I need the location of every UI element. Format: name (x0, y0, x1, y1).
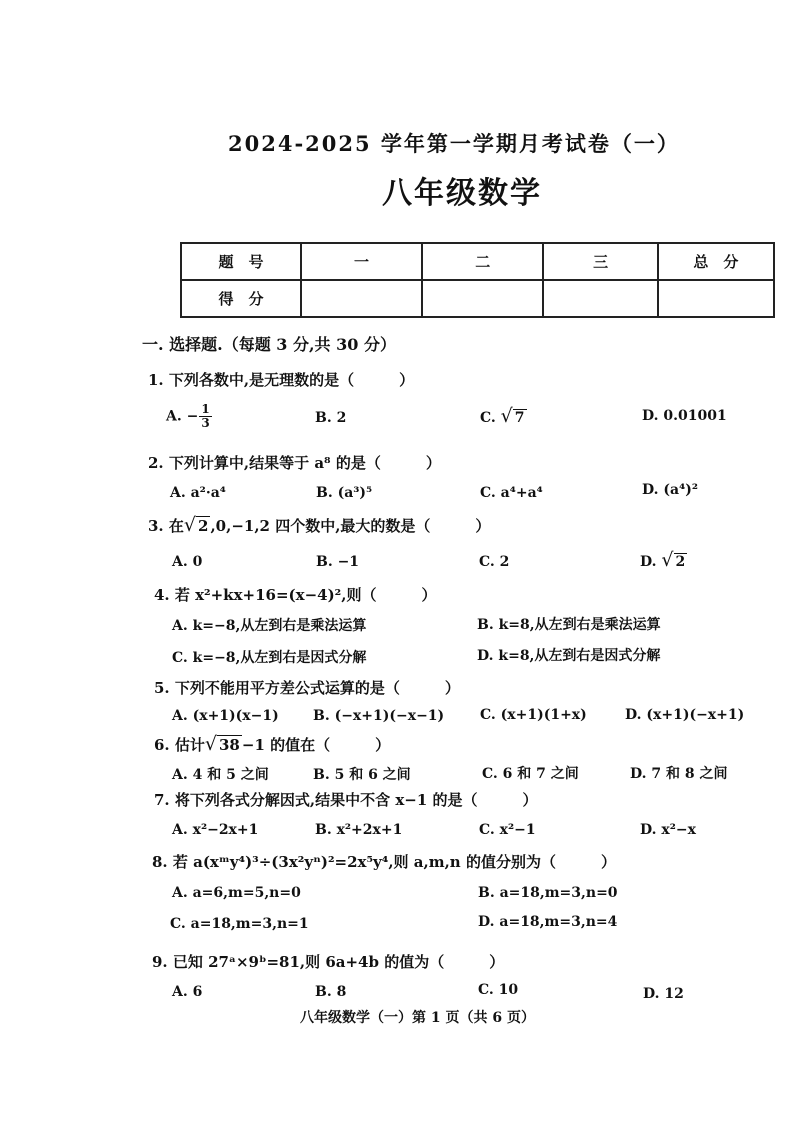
option-b[interactable]: B. k=8,从左到右是乘法运算 (477, 617, 661, 633)
stem-suffix: ,0,−1,2 四个数中,最大的数是（ ） (210, 517, 491, 535)
option-a[interactable]: A. x²−2x+1 (172, 822, 259, 838)
option-b[interactable]: B. 8 (315, 984, 347, 1000)
radicand: 2 (675, 554, 686, 570)
option-c[interactable]: C. (x+1)(1+x) (480, 707, 587, 723)
option-b[interactable]: B. 2 (315, 410, 347, 426)
question-stem: 8. 若 a(xᵐy⁴)³÷(3x²yⁿ)²=2x⁵y⁴,则 a,m,n 的值分别为（ ） (152, 853, 616, 871)
score-cell-total[interactable] (658, 280, 774, 317)
option-c[interactable]: C. 6 和 7 之间 (482, 766, 579, 782)
option-b[interactable]: B. 5 和 6 之间 (313, 767, 411, 783)
score-table-label-question-number: 题 号 (181, 243, 301, 280)
score-table-label-score: 得 分 (181, 280, 301, 317)
sqrt-icon: √ (183, 514, 196, 536)
option-c[interactable]: C. 2 (479, 554, 510, 570)
score-table-header-row (181, 243, 774, 280)
score-table-col-total: 总 分 (658, 243, 774, 280)
option-b[interactable]: B. (−x+1)(−x−1) (313, 708, 445, 724)
option-c[interactable]: C. a=18,m=3,n=1 (170, 916, 309, 932)
sqrt-icon: √ (204, 733, 217, 755)
score-table (180, 242, 775, 318)
option-c[interactable]: C. x²−1 (479, 822, 536, 838)
question-stem: 4. 若 x²+kx+16=(x−4)²,则（ ） (154, 586, 437, 604)
score-cell-3[interactable] (543, 280, 658, 317)
option-b[interactable]: B. a=18,m=3,n=0 (478, 885, 618, 901)
option-b[interactable]: B. x²+2x+1 (315, 822, 403, 838)
score-table-col-3: 三 (543, 243, 658, 280)
option-d[interactable]: D. 0.01001 (642, 408, 727, 424)
option-d[interactable]: D. x²−x (640, 822, 696, 838)
stem-prefix: 3. 在 (148, 517, 184, 535)
option-c[interactable] (480, 405, 527, 427)
option-a[interactable]: A. 0 (172, 554, 203, 570)
option-d[interactable]: D. (a⁴)² (642, 482, 698, 498)
fraction-numerator: 1 (201, 402, 210, 416)
score-table-col-2: 二 (422, 243, 543, 280)
question-stem: 5. 下列不能用平方差公式运算的是（ ） (154, 679, 460, 697)
score-cell-2[interactable] (422, 280, 543, 317)
question-stem: 7. 将下列各式分解因式,结果中不含 x−1 的是（ ） (154, 791, 538, 809)
score-table-col-1: 一 (301, 243, 422, 280)
option-a[interactable]: A. 4 和 5 之间 (172, 767, 269, 783)
option-d[interactable] (640, 549, 687, 571)
score-table-score-row (181, 280, 774, 317)
subject-title: 八年级数学 (382, 176, 542, 211)
option-c[interactable]: C. k=−8,从左到右是因式分解 (172, 650, 367, 666)
fraction (199, 403, 211, 430)
option-b[interactable]: B. −1 (316, 554, 360, 570)
option-c[interactable]: C. a⁴+a⁴ (480, 485, 543, 501)
sqrt-icon: √ (661, 549, 674, 571)
radicand: 2 (198, 517, 209, 535)
option-d[interactable]: D. a=18,m=3,n=4 (478, 914, 618, 930)
question-stem: 1. 下列各数中,是无理数的是（ ） (148, 371, 415, 389)
question-stem (148, 514, 490, 536)
option-a-prefix: A. − (166, 408, 199, 425)
page-footer: 八年级数学（一）第 1 页（共 6 页） (300, 1010, 535, 1026)
option-a[interactable]: A. k=−8,从左到右是乘法运算 (172, 618, 367, 634)
fraction-denominator: 3 (201, 416, 210, 430)
option-d[interactable]: D. k=8,从左到右是因式分解 (477, 648, 661, 664)
option-a[interactable] (166, 403, 212, 430)
stem-prefix: 6. 估计 (154, 736, 205, 754)
exam-title: 2024-2025 学年第一学期月考试卷（一） (228, 131, 680, 156)
question-stem (154, 733, 390, 755)
option-a[interactable]: A. a²·a⁴ (170, 485, 226, 501)
option-a[interactable]: A. (x+1)(x−1) (172, 708, 279, 724)
radicand: 38 (219, 736, 240, 754)
question-stem: 2. 下列计算中,结果等于 a⁸ 的是（ ） (148, 454, 441, 472)
radicand: 7 (514, 410, 525, 426)
sqrt-icon: √ (500, 405, 513, 427)
option-d-prefix: D. (640, 554, 662, 570)
option-c[interactable]: C. 10 (478, 982, 519, 998)
section-title: 一. 选择题.（每题 3 分,共 30 分） (142, 335, 396, 354)
question-stem: 9. 已知 27ᵃ×9ᵇ=81,则 6a+4b 的值为（ ） (152, 953, 505, 971)
option-a[interactable]: A. 6 (172, 984, 203, 1000)
option-a[interactable]: A. a=6,m=5,n=0 (172, 885, 301, 901)
option-c-prefix: C. (480, 410, 501, 426)
stem-suffix: −1 的值在（ ） (241, 736, 391, 754)
option-d[interactable]: D. 12 (643, 986, 684, 1002)
option-d[interactable]: D. 7 和 8 之间 (630, 766, 728, 782)
score-cell-1[interactable] (301, 280, 422, 317)
option-b[interactable]: B. (a³)⁵ (316, 485, 373, 501)
option-d[interactable]: D. (x+1)(−x+1) (625, 707, 745, 723)
